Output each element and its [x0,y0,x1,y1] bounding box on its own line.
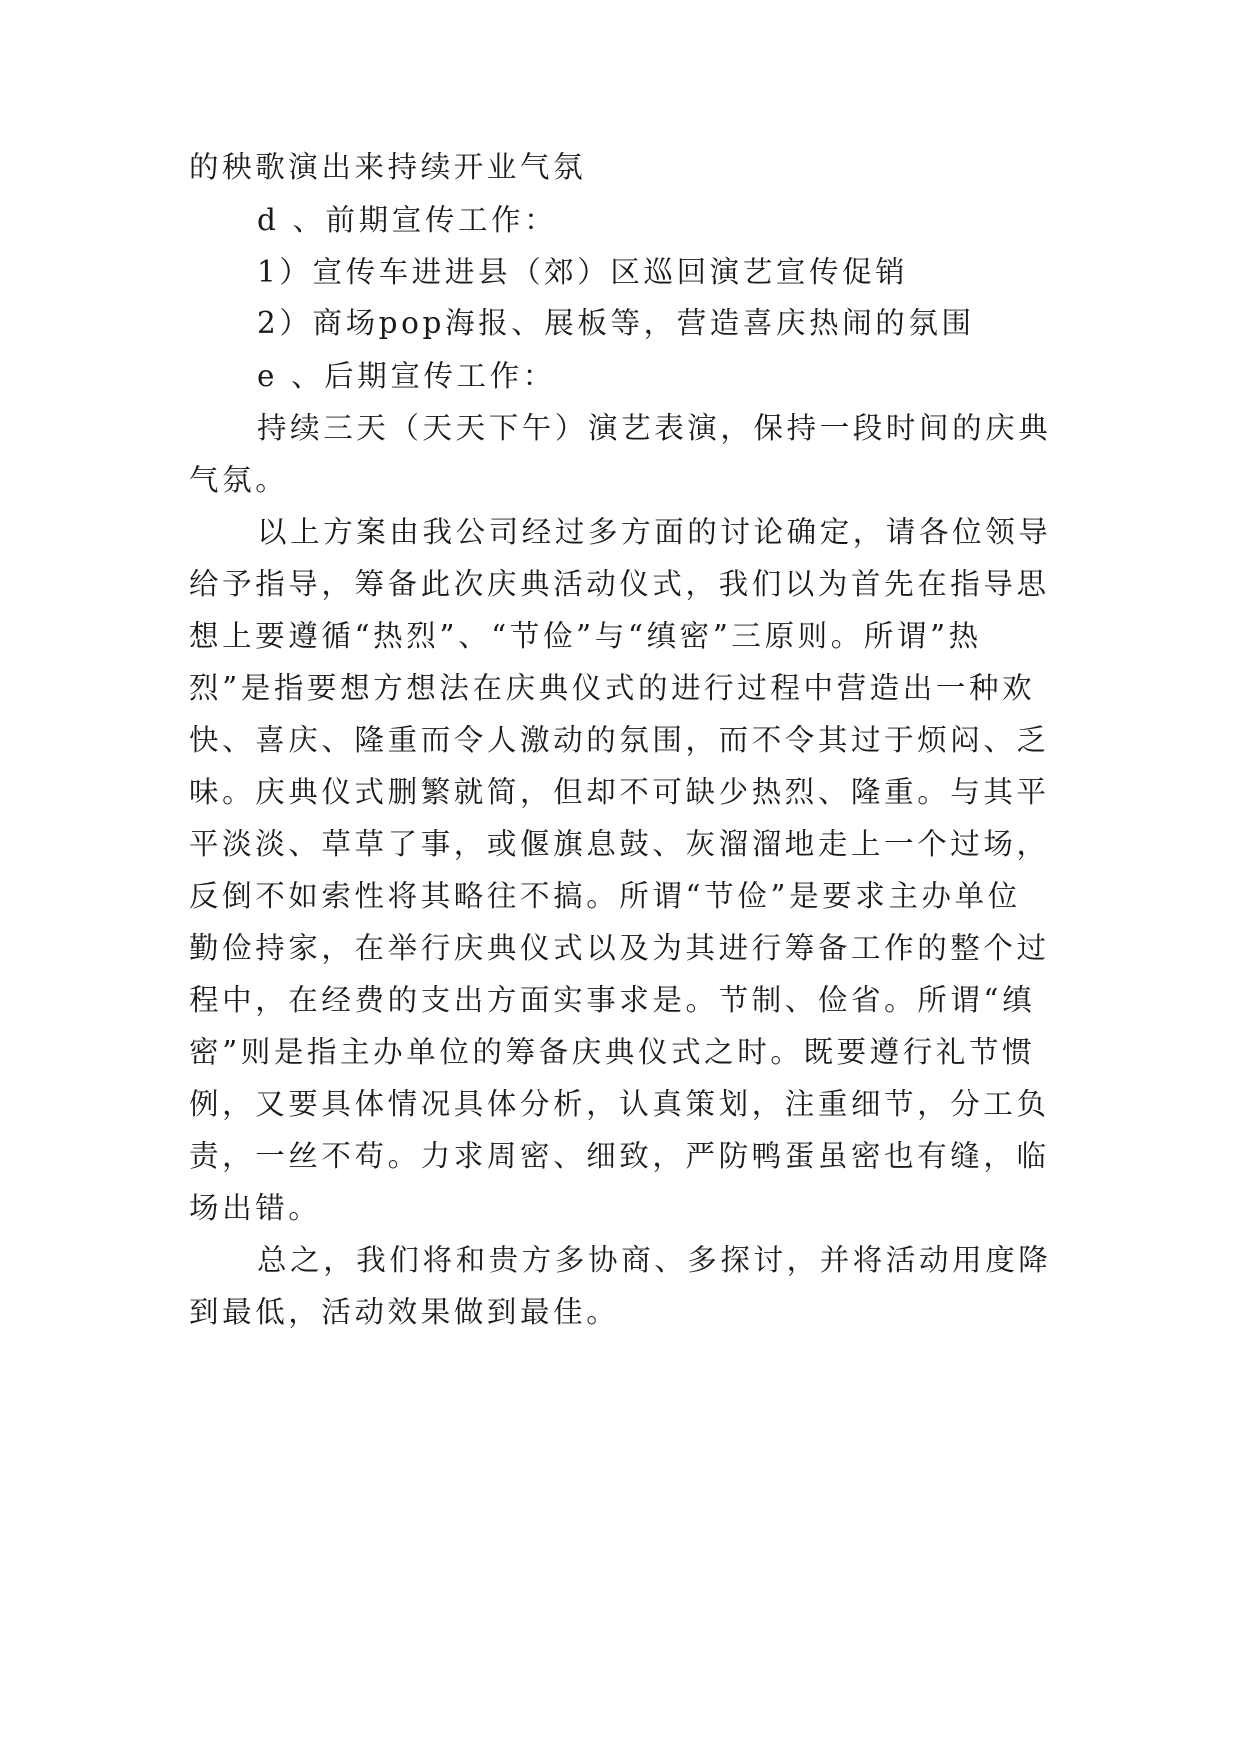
paragraph-line: 平淡淡、草草了事，或偃旗息鼓、灰溜溜地走上一个过场， [189,827,1050,861]
paragraph-line: 快、喜庆、隆重而令人激动的氛围，而不令其过于烦闷、乏 [189,723,1050,757]
paragraph-line: 勤俭持家，在举行庆典仪式以及为其进行筹备工作的整个过 [189,931,1050,965]
paragraph-line: 味。庆典仪式删繁就简，但却不可缺少热烈、隆重。与其平 [189,775,1050,809]
section-heading-e: e 、后期宣传工作： [257,359,556,393]
text-line: 的秧歌演出来持续开业气氛 [189,150,587,184]
paragraph-line: 给予指导，筹备此次庆典活动仪式，我们以为首先在指导思 [189,567,1050,601]
section-heading-d: d 、前期宣传工作： [257,203,558,237]
paragraph-line: 到最低，活动效果做到最佳。 [189,1295,620,1329]
paragraph-line: 场出错。 [189,1191,322,1225]
paragraph-line: 例，又要具体情况具体分析，认真策划，注重细节，分工负 [189,1087,1050,1121]
paragraph-line: 以上方案由我公司经过多方面的讨论确定，请各位领导 [257,515,1052,549]
paragraph-line: 反倒不如索性将其略往不搞。所谓“节俭”是要求主办单位 [189,879,1021,913]
paragraph-line: 持续三天（天天下午）演艺表演，保持一段时间的庆典 [257,411,1052,445]
paragraph-line: 密”则是指主办单位的筹备庆典仪式之时。既要遵行礼节惯 [189,1035,1036,1069]
paragraph-line: 责，一丝不苟。力求周密、细致，严防鸭蛋虽密也有缝，临 [189,1139,1050,1173]
list-item-2: 2）商场pop海报、展板等，营造喜庆热闹的氛围 [257,306,975,340]
paragraph-line: 想上要遵循“热烈”、“节俭”与“缜密”三原则。所谓”热 [189,619,982,653]
paragraph-line: 总之，我们将和贵方多协商、多探讨，并将活动用度降 [257,1243,1052,1277]
paragraph-line: 气氛。 [189,463,289,497]
paragraph-line: 烈”是指要想方想法在庆典仪式的进行过程中营造出一种欢 [189,671,1036,705]
paragraph-line: 程中，在经费的支出方面实事求是。节制、俭省。所谓“缜 [189,983,1036,1017]
list-item-1: 1）宣传车进进县（郊）区巡回演艺宣传促销 [257,255,909,289]
